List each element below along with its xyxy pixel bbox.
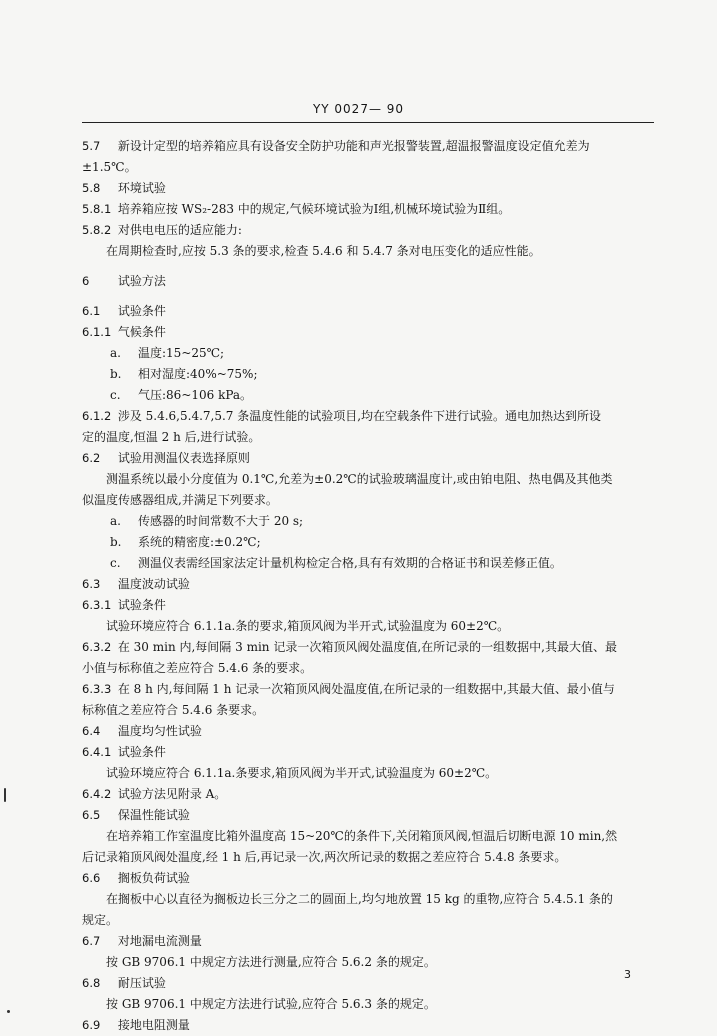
list-text: 测温仪表需经国家法定计量机构检定合格,具有有效期的合格证书和误差修正值。: [138, 556, 562, 570]
document-body: [82, 136, 654, 1036]
clause-text: 在培养箱工作室温度比箱外温度高 15~20℃的条件下,关闭箱顶风阀,恒温后切断电源 10 min,然: [106, 829, 618, 843]
clause-number: 6.3.1: [82, 598, 112, 612]
section-number: 6: [82, 274, 90, 288]
list-item: [82, 343, 654, 364]
clause-6-4-1-body: [82, 763, 654, 784]
clause-text: 按 GB 9706.1 中规定方法进行试验,应符合 5.6.3 条的规定。: [106, 997, 436, 1011]
clause-text: 试验环境应符合 6.1.1a.条的要求,箱顶风阀为半开式,试验温度为 60±2℃。: [106, 619, 510, 633]
list-text: 相对湿度:40%~75%;: [138, 367, 258, 381]
clause-number: 5.8.2: [82, 223, 112, 237]
clause-heading: 试验条件: [117, 745, 166, 759]
clause-number: 5.8.1: [82, 202, 112, 216]
clause-6-3-3: [82, 679, 654, 700]
standard-code-header: YY 0027— 90: [312, 102, 405, 116]
clause-number: 6.7: [82, 934, 101, 948]
clause-text: 在 30 min 内,每间隔 3 min 记录一次箱顶风阀处温度值,在所记录的一组数据中,其最大值、最: [117, 640, 617, 654]
clause-heading: 对地漏电流测量: [117, 934, 202, 948]
clause-number: 6.8: [82, 976, 101, 990]
clause-number: 6.9: [82, 1018, 101, 1032]
header-rule: [82, 122, 654, 123]
clause-heading: 接地电阻测量: [117, 1018, 190, 1032]
clause-heading: 气候条件: [117, 325, 166, 339]
clause-5-8-2: [82, 220, 654, 241]
list-text: 气压:86~106 kPa。: [138, 388, 253, 402]
clause-6-1-2: [82, 406, 654, 427]
list-item: [82, 511, 654, 532]
list-item: [82, 385, 654, 406]
list-letter: b.: [110, 535, 122, 549]
clause-5-8-1: [82, 199, 654, 220]
clause-number: 6.2: [82, 451, 101, 465]
clause-6-3-2-cont: [82, 658, 654, 679]
clause-heading: 试验用测温仪表选择原则: [117, 451, 250, 465]
clause-6-8-body: [82, 994, 654, 1015]
clause-heading: 试验条件: [117, 304, 166, 318]
clause-text: 小值与标称值之差应符合 5.4.6 条的要求。: [82, 661, 313, 675]
list-letter: a.: [110, 514, 121, 528]
clause-text: 似温度传感器组成,并满足下列要求。: [82, 493, 278, 507]
clause-6-9: [82, 1015, 654, 1036]
clause-6-2-body-cont: [82, 490, 654, 511]
clause-6-8: [82, 973, 654, 994]
section-title: 试验方法: [117, 274, 166, 288]
clause-number: 6.4: [82, 724, 101, 738]
list-item: [82, 364, 654, 385]
clause-text: 培养箱应按 WS₂-283 中的规定,气候环境试验为Ⅰ组,机械环境试验为Ⅱ组。: [117, 202, 511, 216]
clause-number: 6.4.2: [82, 787, 112, 801]
clause-text: 规定。: [82, 913, 119, 927]
clause-6-4: [82, 721, 654, 742]
clause-6-5: [82, 805, 654, 826]
clause-number: 6.3.2: [82, 640, 112, 654]
clause-6-7: [82, 931, 654, 952]
clause-text: 在 8 h 内,每间隔 1 h 记录一次箱顶风阀处温度值,在所记录的一组数据中,其最大值、最小值与: [117, 682, 615, 696]
clause-heading: 环境试验: [117, 181, 166, 195]
clause-number: 6.1: [82, 304, 101, 318]
clause-6-2-body: [82, 469, 654, 490]
clause-text: 涉及 5.4.6,5.4.7,5.7 条温度性能的试验项目,均在空载条件下进行试验。通电加热达到所设: [117, 409, 602, 423]
clause-text: 标称值之差应符合 5.4.6 条要求。: [82, 703, 265, 717]
clause-5-8: [82, 178, 654, 199]
section-6-heading: [82, 271, 654, 292]
clause-text: 对供电电压的适应能力:: [117, 223, 242, 237]
clause-text: 在搁板中心以直径为搁板边长三分之二的圆面上,均匀地放置 15 kg 的重物,应符合 5.4.5.1 条的: [106, 892, 613, 906]
clause-6-1-2-cont: [82, 427, 654, 448]
list-item: [82, 553, 654, 574]
list-letter: b.: [110, 367, 122, 381]
clause-text: 在周期检查时,应按 5.3 条的要求,检查 5.4.6 和 5.4.7 条对电压变化的适应性能。: [106, 244, 541, 258]
clause-number: 6.4.1: [82, 745, 112, 759]
clause-5-7: [82, 136, 654, 157]
clause-6-6-body-cont: [82, 910, 654, 931]
clause-number: 6.1.1: [82, 325, 112, 339]
clause-heading: 温度波动试验: [117, 577, 190, 591]
clause-text: 试验方法见附录 A。: [117, 787, 227, 801]
clause-6-1: [82, 301, 654, 322]
clause-6-3-3-cont: [82, 700, 654, 721]
clause-6-5-body-cont: [82, 847, 654, 868]
clause-text: 定的温度,恒温 2 h 后,进行试验。: [82, 430, 261, 444]
clause-heading: 搁板负荷试验: [117, 871, 190, 885]
clause-number: 6.6: [82, 871, 101, 885]
clause-number: 6.5: [82, 808, 101, 822]
clause-text: ±1.5℃。: [82, 160, 137, 174]
clause-6-3-1: [82, 595, 654, 616]
clause-6-4-2: [82, 784, 654, 805]
scan-speck: [7, 1010, 10, 1013]
list-letter: c.: [110, 556, 121, 570]
clause-number: 5.8: [82, 181, 101, 195]
clause-6-3-1-body: [82, 616, 654, 637]
clause-6-6-body: [82, 889, 654, 910]
clause-6-2: [82, 448, 654, 469]
clause-6-4-1: [82, 742, 654, 763]
clause-6-7-body: [82, 952, 654, 973]
clause-text: 测温系统以最小分度值为 0.1℃,允差为±0.2℃的试验玻璃温度计,或由铂电阻、热电偶及其他类: [106, 472, 613, 486]
clause-6-5-body: [82, 826, 654, 847]
clause-text: 后记录箱顶风阀处温度,经 1 h 后,再记录一次,两次所记录的数据之差应符合 5.4.8 条要求。: [82, 850, 567, 864]
clause-heading: 试验条件: [117, 598, 166, 612]
clause-text: 新设计定型的培养箱应具有设备安全防护功能和声光报警装置,超温报警温度设定值允差为: [117, 139, 590, 153]
clause-number: 6.3: [82, 577, 101, 591]
clause-number: 6.3.3: [82, 682, 112, 696]
clause-6-3-2: [82, 637, 654, 658]
clause-heading: 保温性能试验: [117, 808, 190, 822]
clause-number: 5.7: [82, 139, 101, 153]
list-letter: c.: [110, 388, 121, 402]
clause-heading: 温度均匀性试验: [117, 724, 202, 738]
list-letter: a.: [110, 346, 121, 360]
scan-mark: [4, 788, 6, 802]
list-item: [82, 532, 654, 553]
list-text: 传感器的时间常数不大于 20 s;: [138, 514, 304, 528]
clause-number: 6.1.2: [82, 409, 112, 423]
clause-text: 试验环境应符合 6.1.1a.条要求,箱顶风阀为半开式,试验温度为 60±2℃。: [106, 766, 498, 780]
clause-5-7-cont: [82, 157, 654, 178]
list-text: 温度:15~25℃;: [138, 346, 225, 360]
clause-heading: 耐压试验: [117, 976, 166, 990]
page-number: 3: [624, 968, 631, 981]
clause-6-3: [82, 574, 654, 595]
clause-text: 按 GB 9706.1 中规定方法进行测量,应符合 5.6.2 条的规定。: [106, 955, 436, 969]
list-text: 系统的精密度:±0.2℃;: [138, 535, 261, 549]
clause-6-6: [82, 868, 654, 889]
clause-6-1-1: [82, 322, 654, 343]
clause-5-8-2-body: [82, 241, 654, 262]
